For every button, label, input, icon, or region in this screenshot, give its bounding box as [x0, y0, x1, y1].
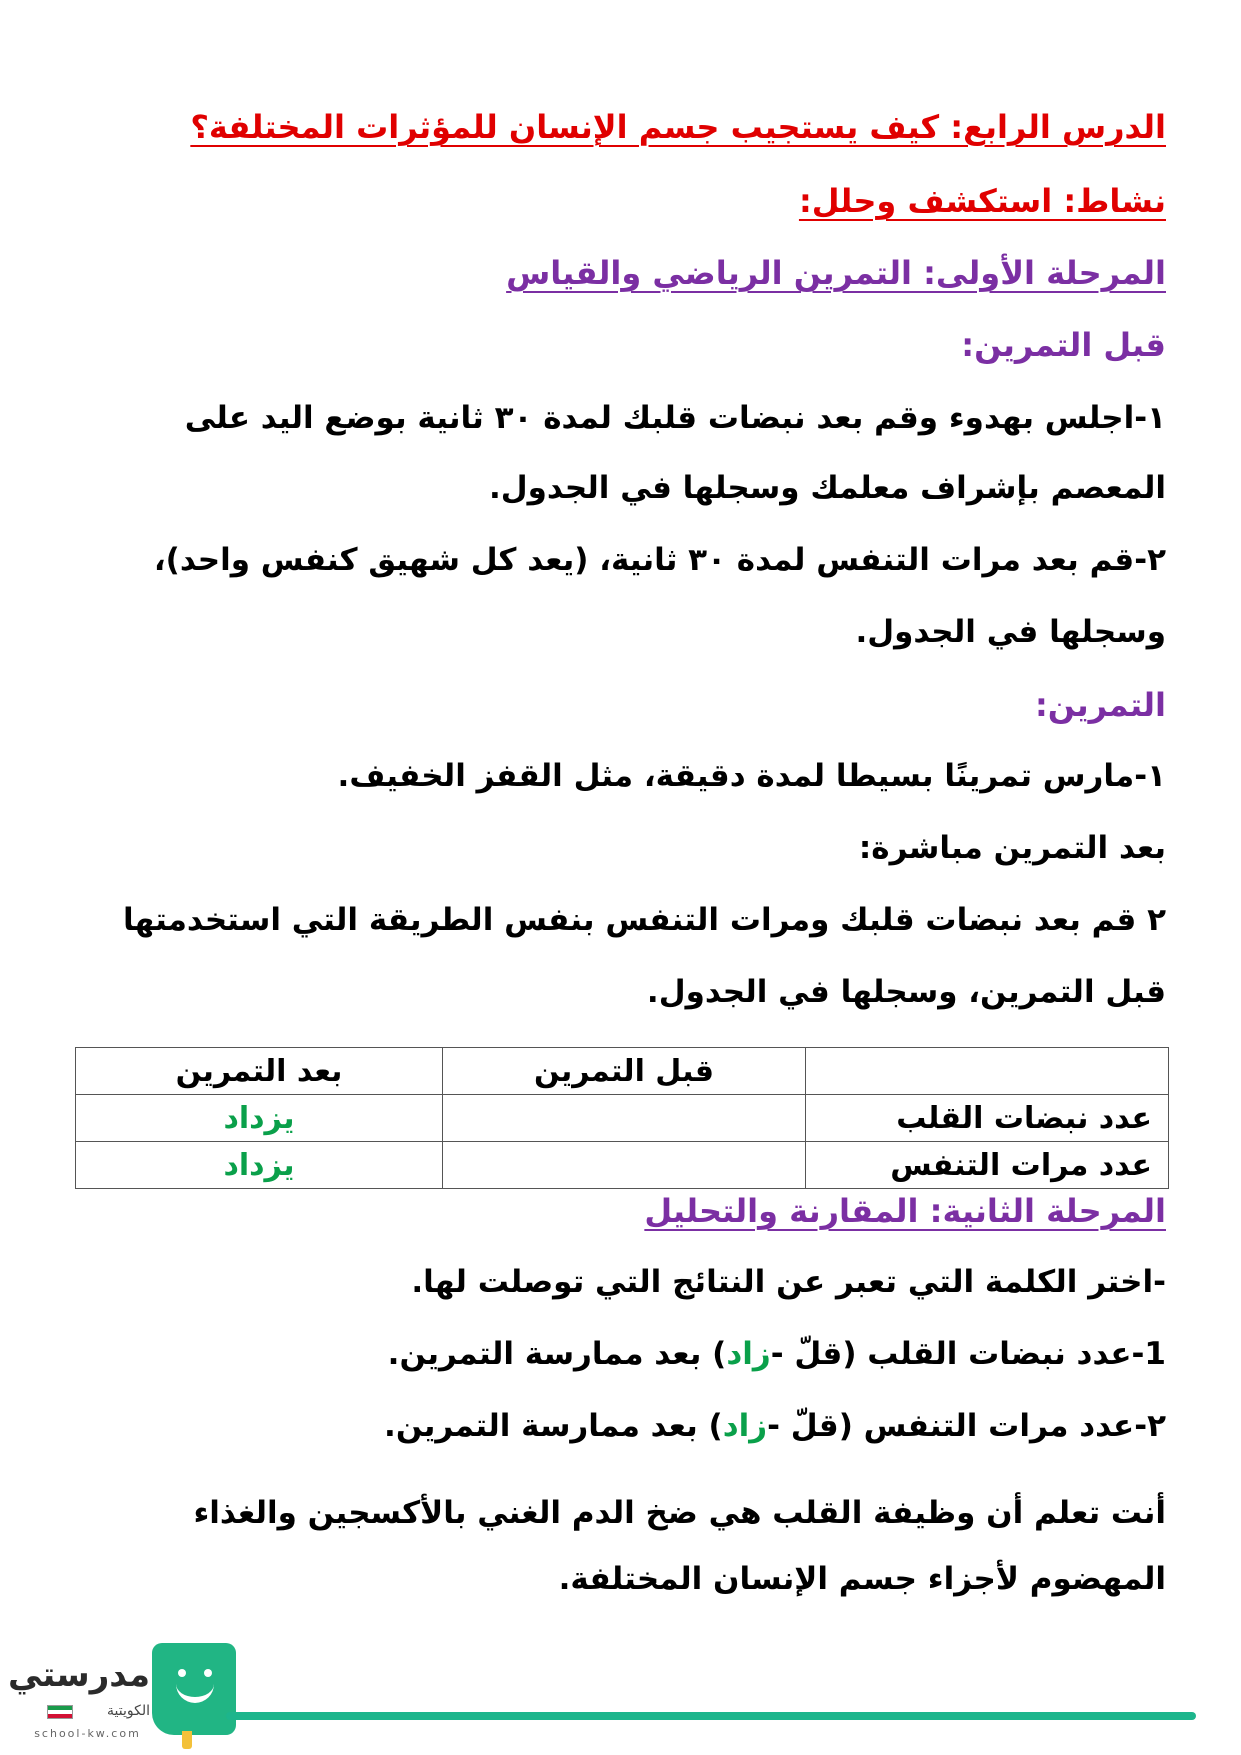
before-exercise-heading: قبل التمرين:	[961, 326, 1166, 364]
table-header-cell: قبل التمرين	[443, 1048, 806, 1095]
row-label: عدد نبضات القلب	[806, 1095, 1169, 1142]
question-1-suffix: ) بعد ممارسة التمرين.	[387, 1336, 727, 1372]
before-value	[443, 1095, 806, 1142]
closing-paragraph: أنت تعلم أن وظيفة القلب هي ضخ الدم الغني بالأكسجين والغذاء المهضوم لأجزاء جسم الإنسان المختلفة.	[193, 1495, 1166, 1597]
logo-name: مدرستي	[8, 1655, 150, 1695]
after-step-line1: ٢ قم بعد نبضات قلبك ومرات التنفس بنفس الطريقة التي استخدمتها	[122, 902, 1166, 938]
table-row	[76, 1095, 1169, 1142]
after-exercise-heading: بعد التمرين مباشرة:	[858, 830, 1166, 866]
question-2	[75, 1408, 1166, 1445]
after-step-line2: قبل التمرين، وسجلها في الجدول.	[646, 974, 1166, 1010]
stage-two-heading: المرحلة الثانية: المقارنة والتحليل	[644, 1192, 1166, 1230]
table-header-cell: بعد التمرين	[76, 1048, 443, 1095]
question-1-prefix: 1-عدد نبضات القلب (قلّ -	[770, 1336, 1166, 1372]
footer-divider	[226, 1712, 1196, 1720]
table-row	[76, 1142, 1169, 1189]
row-label: عدد مرات التنفس	[806, 1142, 1169, 1189]
step2-line2: وسجلها في الجدول.	[855, 614, 1166, 650]
school-logo	[8, 1643, 215, 1748]
kuwait-flag-icon	[47, 1705, 73, 1719]
activity-heading: نشاط: استكشف وحلل:	[798, 182, 1166, 220]
step1-line2: المعصم بإشراف معلمك وسجلها في الجدول.	[488, 470, 1166, 506]
logo-url: school-kw.com	[34, 1727, 141, 1740]
exercise-heading: التمرين:	[1034, 686, 1166, 724]
choose-instruction: -اختر الكلمة التي تعبر عن النتائج التي توصلت لها.	[411, 1264, 1166, 1300]
table-header-row	[76, 1048, 1169, 1095]
question-2-answer: زاد	[722, 1408, 768, 1444]
after-value: يزداد	[76, 1142, 443, 1189]
results-table	[75, 1047, 1169, 1189]
step2-line1: ٢-قم بعد مرات التنفس لمدة ٣٠ ثانية، (يعد كل شهيق كنفس واحد)،	[153, 542, 1166, 578]
before-value	[443, 1142, 806, 1189]
question-2-prefix: ٢-عدد مرات التنفس (قلّ -	[767, 1408, 1166, 1444]
question-1	[75, 1336, 1166, 1373]
stage-one-heading: المرحلة الأولى: التمرين الرياضي والقياس	[506, 254, 1166, 292]
logo-mark-icon	[152, 1643, 236, 1735]
logo-subtitle: الكويتية	[107, 1703, 150, 1719]
question-2-suffix: ) بعد ممارسة التمرين.	[384, 1408, 723, 1444]
exercise-step1: ١-مارس تمرينًا بسيطا لمدة دقيقة، مثل القفز الخفيف.	[337, 758, 1166, 794]
step1-line1: ١-اجلس بهدوء وقم بعد نبضات قلبك لمدة ٣٠ ثانية بوضع اليد على	[184, 400, 1166, 436]
after-value: يزداد	[76, 1095, 443, 1142]
question-1-answer: زاد	[726, 1336, 771, 1372]
lesson-title: الدرس الرابع: كيف يستجيب جسم الإنسان للمؤثرات المختلفة؟	[190, 108, 1166, 146]
table-header-cell	[806, 1048, 1169, 1095]
